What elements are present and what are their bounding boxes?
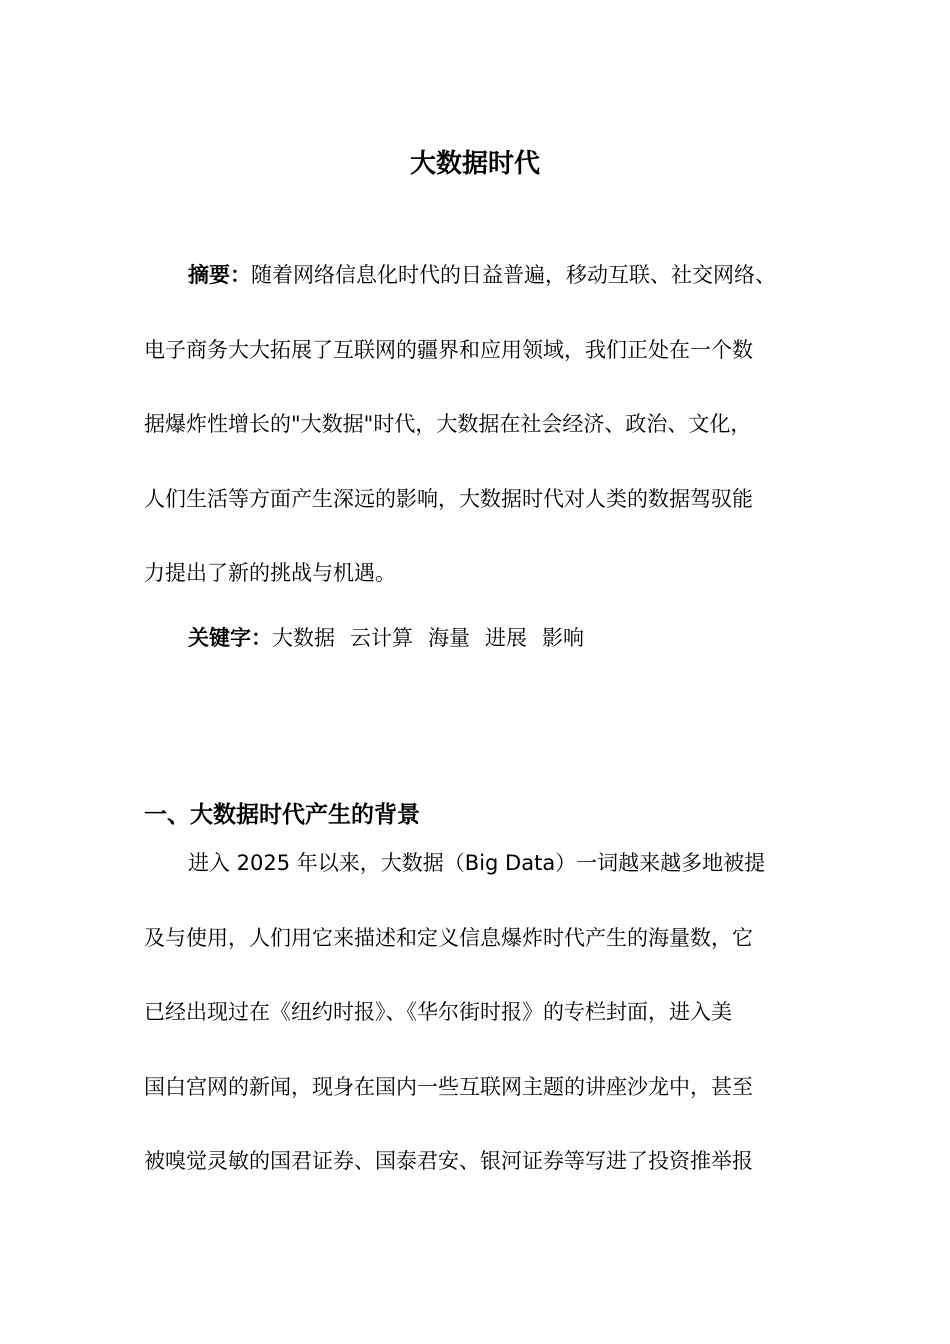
body-line: 进入 2025 年以来，大数据（Big Data）一词越来越多地被提	[188, 851, 766, 875]
keyword: 云计算	[350, 626, 413, 650]
body-line: 已经出现过在《纽约时报》、《华尔街时报》的专栏封面，进入美	[144, 1000, 732, 1024]
body-line: 及与使用，人们用它来描述和定义信息爆炸时代产生的海量数，它	[144, 925, 753, 950]
keyword: 进展	[485, 626, 527, 650]
abstract-paragraph	[144, 238, 808, 611]
body-line: 国白宫网的新闻，现身在国内一些互联网主题的讲座沙龙中，甚至	[144, 1074, 753, 1099]
document-title: 大数据时代	[409, 149, 540, 179]
keywords-line	[188, 619, 599, 657]
keyword: 大数据	[272, 626, 335, 650]
keyword: 海量	[428, 626, 470, 650]
section-body-paragraph	[144, 826, 808, 1199]
abstract-label: 摘要：	[188, 263, 251, 287]
keywords-label: 关键字：	[188, 626, 272, 650]
abstract-line	[144, 238, 808, 313]
abstract-line: 电子商务大大拓展了互联网的疆界和应用领域，我们正处在一个数	[144, 337, 753, 362]
section-heading: 一、大数据时代产生的背景	[144, 802, 420, 828]
abstract-text: 随着网络信息化时代的日益普遍，移动互联、社交网络、	[251, 263, 776, 287]
keyword: 影响	[542, 626, 584, 650]
body-line: 被嗅觉灵敏的国君证券、国泰君安、银河证券等写进了投资推举报	[144, 1149, 753, 1173]
abstract-line: 据爆炸性增长的"大数据"时代，大数据在社会经济、政治、文化，	[144, 412, 752, 436]
abstract-line: 力提出了新的挑战与机遇。	[144, 561, 396, 585]
abstract-line: 人们生活等方面产生深远的影响，大数据时代对人类的数据驾驭能	[144, 486, 753, 511]
